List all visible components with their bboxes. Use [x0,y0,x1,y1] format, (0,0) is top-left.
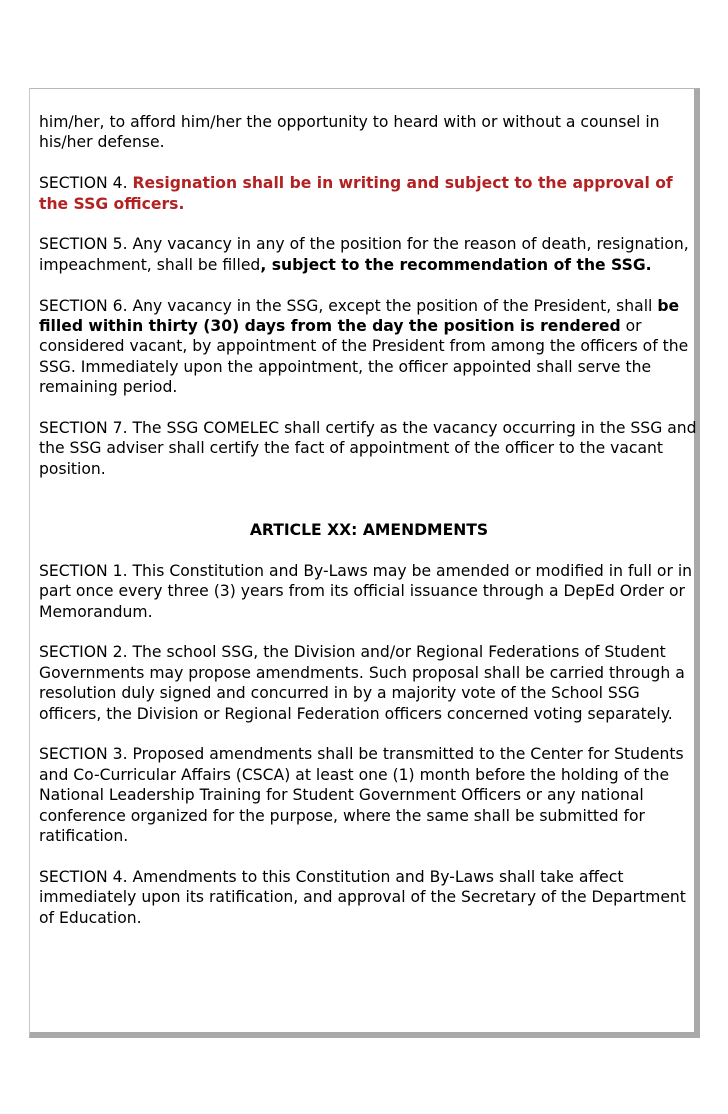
amendment-section-4 [39,867,699,928]
text-segment: SECTION 5. Any vacancy in any of the position for the reason of death, resignation, impeachment, shall be filled [39,235,689,274]
highlighted-text: Resignation shall be in writing and subject to the approval of the SSG officers. [39,174,673,213]
paragraph-section-5 [39,234,699,275]
document-body [39,112,699,949]
section-label: SECTION 4. [39,174,133,193]
text-segment: or considered vacant, by appointment of the President from among the officers of the SSG. Immediately upon the appointment, the officer appointed shall serve the remaining period. [39,317,689,397]
text-segment: SECTION 7. The SSG COMELEC shall certify as the vacancy occurring in the SSG and the SSG adviser shall certify the fact of appointment of the officer to the vacant position. [39,419,697,478]
text-segment: him/her, to afford him/her the opportunity to heard with or without a counsel in his/her defense. [39,113,660,152]
amendment-section-2 [39,642,699,724]
paragraph-continuation [39,112,699,153]
bold-text: , subject to the recommendation of the SSG. [260,255,652,274]
article-heading: ARTICLE XX: AMENDMENTS [249,521,489,540]
amendment-section-3 [39,744,699,846]
text-segment: SECTION 1. This Constitution and By-Laws may be amended or modified in full or in part once every three (3) years from its official issuance through a DepEd Order or Memorandum. [39,561,693,621]
text-segment: SECTION 2. The school SSG, the Division and/or Regional Federations of Student Governments may propose amendments. Such proposal shall be carried through a resolution duly signed and concurred in by a majority vote of the School SSG officers, the Division or Regional Federation officers concerned voting separately. [39,643,685,723]
bold-text: be filled within thirty (30) days from the day the position is rendered [39,296,680,336]
amendment-section-1 [39,561,699,622]
text-segment: SECTION 6. Any vacancy in the SSG, except the position of the President, shall [39,296,658,315]
text-segment: SECTION 3. Proposed amendments shall be transmitted to the Center for Students and Co-Curricular Affairs (CSCA) at least one (1) month before the holding of the National Leadership Training for Student Government Officers or any national conference organized for the purpose, where the same shall be submitted for ratification. [39,745,684,846]
paragraph-section-7 [39,418,699,479]
paragraph-section-6 [39,296,699,398]
paragraph-section-4 [39,173,699,214]
text-segment: SECTION 4. Amendments to this Constitution and By-Laws shall take affect immediately upon its ratification, and approval of the Secretary of the Department of Education. [39,867,686,927]
